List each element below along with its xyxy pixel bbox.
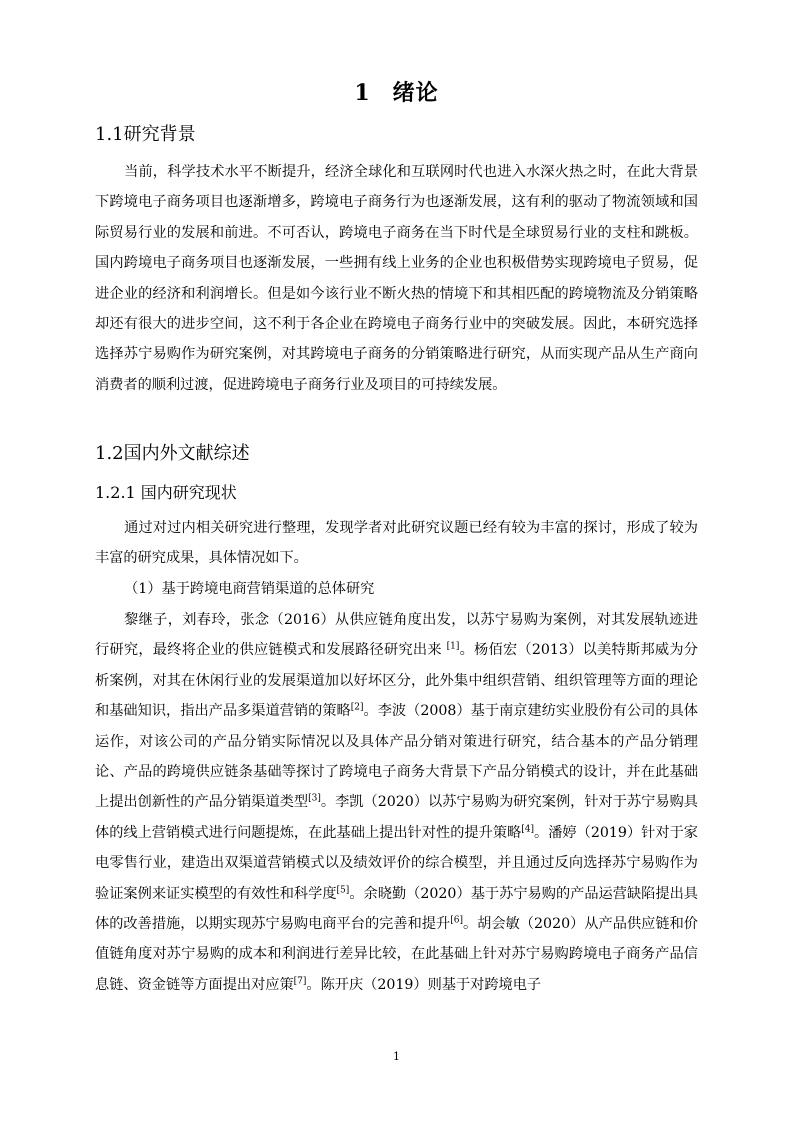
section-heading-1-2-1: 1.2.1 国内研究现状 [95,483,237,502]
review-text-1: 黎继子，刘春玲，张念（2016）从供应链角度出发，以苏宁易购为案例，对其发展轨迹进行研究，最终将企业的供应链模式和发展路径研究出来 [95,612,698,659]
literature-review-paragraph [95,605,698,1000]
review-text-4: 。李凯（2020）以苏宁易购为研究案例，针对于苏宁易购具体的线上营销模式进行问题提炼，在此基础上提出针对性的提升策略 [95,794,698,841]
citation-5: [5] [336,884,350,895]
review-text-2: 。杨佰宏（2013）以美特斯邦威为分析案例，对其在休闲行业的发展渠道加以好坏区分，此外集中组织营销、组织管理等方面的理论和基础知识，指出产品多渠道营销的策略 [95,642,698,720]
background-paragraph: 当前，科学技术水平不断提升，经济全球化和互联网时代也进入水深火热之时，在此大背景下跨境电子商务项目也逐渐增多，跨境电子商务行为也逐渐发展，这有利的驱动了物流领域和国际贸易行业的发展和前进。不可否认，跨境电子商务在当下时代是全球贸易行业的支柱和跳板。国内跨境电子商务项目也逐渐发展，一些拥有线上业务的企业也积极借势实现跨境电子贸易，促进企业的经济和利润增长。但是如今该行业不断火热的情境下和其相匹配的跨境物流及分销策略却还有很大的进步空间，这不利于各企业在跨境电子商务行业中的突破发展。因此，本研究选择选择苏宁易购作为研究案例，对其跨境电子商务的分销策略进行研究，从而实现产品从生产商向消费者的顺利过渡，促进跨境电子商务行业及项目的可持续发展。 [95,164,698,393]
chapter-title-text: 绪论 [392,80,439,106]
chapter-number: 1 [354,80,371,106]
citation-2: [2] [350,702,364,713]
citation-1: [1] [446,641,460,652]
review-text-8: 。陈开庆（2019）则基于对跨境电子 [306,976,542,993]
intro-paragraph: 通过对过内相关研究进行整理，发现学者对此研究议题已经有较为丰富的探讨，形成了较为丰富的研究成果，具体情况如下。 [95,520,698,567]
review-text-6: 。余晓勤（2020）基于苏宁易购的产品运营缺陷提出具体的改善措施，以期实现苏宁易购电商平台的完善和提升 [95,885,698,933]
section-heading-1-2: 1.2国内外文献综述 [95,443,250,464]
citation-3: [3] [308,793,321,804]
citation-4: [4] [521,824,534,835]
section-heading-1-1: 1.1研究背景 [95,124,196,145]
review-text-5: 。潘婷（2019）针对于家电零售行业，建造出双渠道营销模式以及绩效评价的综合模型，并且通过反向选择苏宁易购作为验证案例来证实模型的有效性和科学度 [95,824,698,902]
page-number: 1 [393,1050,400,1063]
review-text-7: 。胡会敏（2020）从产品供应链和价值链角度对苏宁易购的成本和利润进行差异比较，在此基础上针对苏宁易购跨境电子商务产品信息链、资金链等方面提出对应策 [95,916,698,993]
chapter-title [0,76,793,110]
citation-6: [6] [450,915,463,926]
subheading-overall-research: （1）基于跨境电商营销渠道的总体研究 [124,581,375,597]
citation-7: [7] [293,976,307,987]
review-text-3: 。李波（2008）基于南京建纺实业股份有公司的具体运作，对该公司的产品分销实际情况以及具体产品分销对策进行研究，结合基本的产品分销理论、产品的跨境供应链条基础等探讨了跨境电子商务大背景下产品分销模式的设计，并在此基础上提出创新性的产品分销渠道类型 [95,703,698,811]
